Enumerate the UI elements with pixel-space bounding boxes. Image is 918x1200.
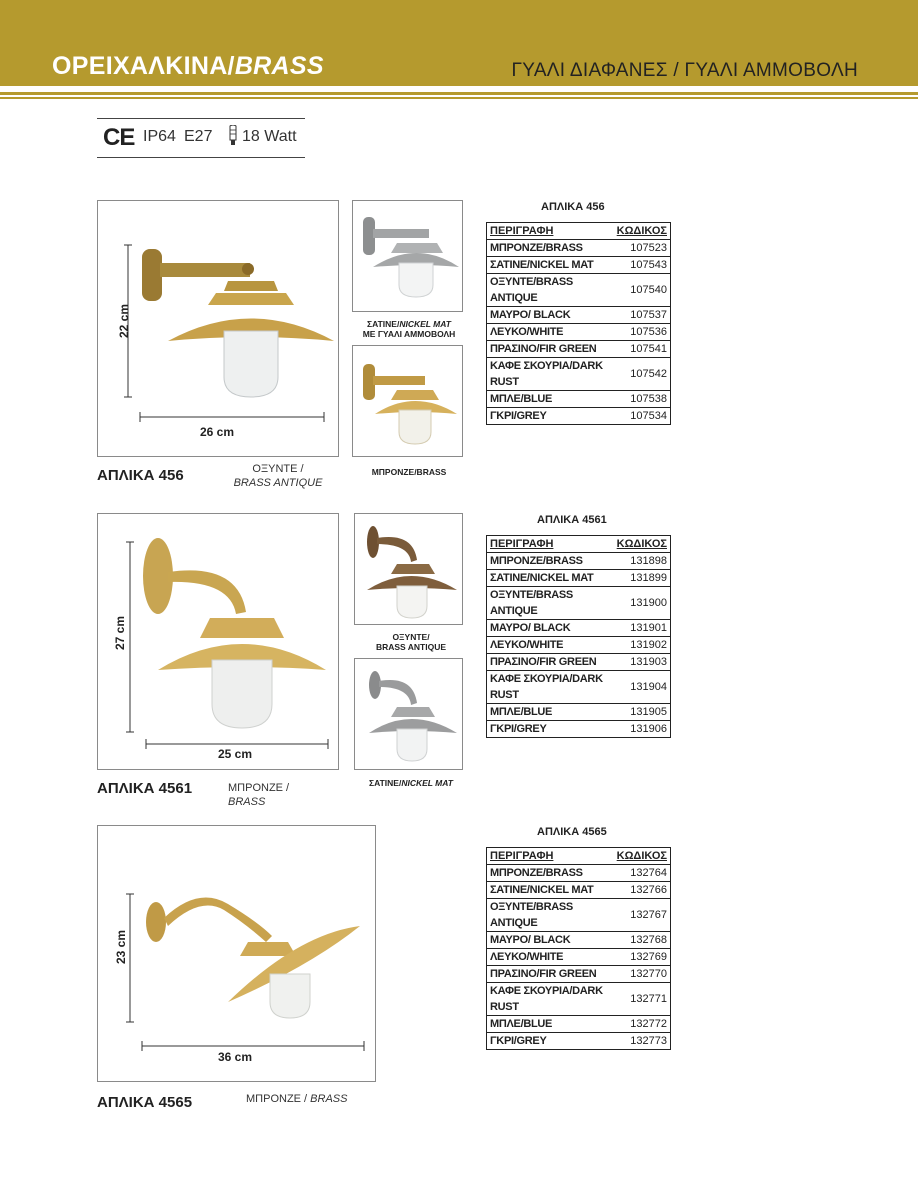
finish-greek: ΜΠΡΟΝΖΕ /	[228, 782, 290, 794]
description-cell: ΚΑΦΕ ΣΚΟΥΡΙΑ/DARK RUST	[487, 983, 614, 1016]
description-cell: ΜΠΡΟΝΖΕ/BRASS	[487, 553, 614, 570]
description-cell: ΚΑΦΕ ΣΚΟΥΡΙΑ/DARK RUST	[487, 358, 614, 391]
variant-caption: ΣΑΤΙΝΕ/NICKEL MAT ΜΕ ΓΥΑΛΙ ΑΜΜΟΒΟΛΗ	[362, 319, 456, 339]
description-cell: ΛΕΥΚΟ/WHITE	[487, 324, 614, 341]
product-code-cell: 132767	[614, 899, 671, 932]
table-row	[487, 341, 671, 358]
column-header-description: ΠΕΡΙΓΡΑΦΗ	[487, 223, 614, 240]
table-row	[487, 721, 671, 738]
height-dimension: 22 cm	[117, 303, 131, 339]
table-header-row	[487, 536, 671, 553]
table-row	[487, 358, 671, 391]
table-row	[487, 637, 671, 654]
product-code-cell: 107536	[614, 324, 671, 341]
table-row	[487, 882, 671, 899]
description-cell: ΠΡΑΣΙΝΟ/FIR GREEN	[487, 966, 614, 983]
width-dimension: 25 cm	[218, 747, 253, 761]
product-code-cell: 132770	[614, 966, 671, 983]
wattage: 18 Watt	[242, 128, 297, 145]
lamp-nickel-illustration	[355, 659, 462, 769]
column-header-code: ΚΩΔΙΚΟΣ	[614, 848, 671, 865]
product-code-cell: 131902	[614, 637, 671, 654]
bulb-icon	[228, 125, 238, 147]
table-row	[487, 1016, 671, 1033]
table-row	[487, 983, 671, 1016]
description-cell: ΓΚΡΙ/GREY	[487, 408, 614, 425]
table-header-row	[487, 223, 671, 240]
column-header-code: ΚΩΔΙΚΟΣ	[614, 223, 671, 240]
table-row	[487, 274, 671, 307]
product-code-cell: 107541	[614, 341, 671, 358]
ce-mark-icon: CE	[103, 124, 135, 151]
product-code-cell: 131904	[614, 671, 671, 704]
table-row	[487, 257, 671, 274]
product-code-cell: 131900	[614, 587, 671, 620]
description-cell: ΟΞΥΝΤΕ/BRASS ANTIQUE	[487, 899, 614, 932]
lamp-illustration	[98, 826, 375, 1081]
product-code-cell: 107543	[614, 257, 671, 274]
table-title: ΑΠΛΙΚΑ 456	[541, 201, 605, 213]
description-cell: ΜΑΥΡΟ/ BLACK	[487, 620, 614, 637]
description-cell: ΣΑΤΙΝΕ/NICKEL MAT	[487, 257, 614, 274]
description-cell: ΜΑΥΡΟ/ BLACK	[487, 932, 614, 949]
product-code-cell: 107537	[614, 307, 671, 324]
table-row	[487, 553, 671, 570]
description-cell: ΟΞΥΝΤΕ/BRASS ANTIQUE	[487, 274, 614, 307]
table-row	[487, 654, 671, 671]
header-stripe	[0, 97, 918, 99]
product-code-cell: 107542	[614, 358, 671, 391]
product-photo	[97, 825, 376, 1082]
socket-type: E27	[184, 128, 213, 145]
description-cell: ΜΠΛΕ/BLUE	[487, 1016, 614, 1033]
product-code-cell: 132772	[614, 1016, 671, 1033]
table-row	[487, 307, 671, 324]
finish-english: BRASS	[310, 1093, 348, 1105]
lamp-brass-illustration	[353, 346, 462, 456]
height-dimension: 27 cm	[113, 615, 127, 651]
lamp-illustration	[98, 514, 338, 769]
header-glass-types: ΓΥΑΛΙ ΔΙΑΦΑΝΕΣ / ΓΥΑΛΙ ΑΜΜΟΒΟΛΗ	[511, 60, 858, 81]
table-row	[487, 408, 671, 425]
column-header-code: ΚΩΔΙΚΟΣ	[614, 536, 671, 553]
product-code-cell: 132773	[614, 1033, 671, 1050]
description-cell: ΜΠΛΕ/BLUE	[487, 391, 614, 408]
table-row	[487, 932, 671, 949]
table-row	[487, 671, 671, 704]
variant-caption: ΜΠΡΟΝΖΕ/BRASS	[371, 467, 447, 477]
finish-greek: ΟΞΥΝΤΕ /	[252, 463, 304, 475]
description-cell: ΛΕΥΚΟ/WHITE	[487, 949, 614, 966]
product-code-cell: 132769	[614, 949, 671, 966]
product-code-cell: 131905	[614, 704, 671, 721]
description-cell: ΠΡΑΣΙΝΟ/FIR GREEN	[487, 654, 614, 671]
product-code-cell: 131903	[614, 654, 671, 671]
width-dimension: 26 cm	[200, 425, 235, 439]
table-row	[487, 899, 671, 932]
finish-english: BRASS	[228, 796, 266, 808]
description-cell: ΚΑΦΕ ΣΚΟΥΡΙΑ/DARK RUST	[487, 671, 614, 704]
variant-thumbnail	[352, 200, 463, 312]
table-header-row	[487, 848, 671, 865]
variant-thumbnail	[352, 345, 463, 457]
description-cell: ΜΠΡΟΝΖΕ/BRASS	[487, 865, 614, 882]
description-cell: ΜΠΡΟΝΖΕ/BRASS	[487, 240, 614, 257]
height-dimension: 23 cm	[114, 929, 128, 965]
description-cell: ΠΡΑΣΙΝΟ/FIR GREEN	[487, 341, 614, 358]
product-name: ΑΠΛΙΚΑ 4565	[97, 1094, 193, 1111]
description-cell: ΓΚΡΙ/GREY	[487, 1033, 614, 1050]
table-row	[487, 966, 671, 983]
description-cell: ΟΞΥΝΤΕ/BRASS ANTIQUE	[487, 587, 614, 620]
product-code-table	[486, 535, 671, 738]
table-row	[487, 1033, 671, 1050]
product-code-table	[486, 847, 671, 1050]
product-code-cell: 132768	[614, 932, 671, 949]
description-cell: ΓΚΡΙ/GREY	[487, 721, 614, 738]
table-row	[487, 865, 671, 882]
lamp-antique-illustration	[355, 514, 462, 624]
finish-label	[246, 1092, 356, 1106]
variant-caption: ΣΑΤΙΝΕ/NICKEL MAT	[369, 778, 453, 788]
variant-caption: ΟΞΥΝΤΕ/ BRASS ANTIQUE	[375, 632, 447, 652]
description-cell: ΛΕΥΚΟ/WHITE	[487, 637, 614, 654]
ip-rating: IP64	[143, 128, 176, 145]
product-code-cell: 107534	[614, 408, 671, 425]
product-code-cell: 107538	[614, 391, 671, 408]
table-row	[487, 570, 671, 587]
header-category-title: ΟΡΕΙΧΑΛΚΙΝΑ/BRASS	[52, 52, 324, 80]
product-code-cell: 132771	[614, 983, 671, 1016]
finish-label	[228, 781, 328, 809]
header-stripe	[0, 92, 918, 95]
product-code-table	[486, 222, 671, 425]
product-name: ΑΠΛΙΚΑ 456	[97, 467, 184, 484]
lamp-nickel-illustration	[353, 201, 462, 311]
table-row	[487, 587, 671, 620]
product-photo	[97, 200, 339, 457]
product-code-cell: 132766	[614, 882, 671, 899]
product-code-cell: 107540	[614, 274, 671, 307]
description-cell: ΜΑΥΡΟ/ BLACK	[487, 307, 614, 324]
table-row	[487, 240, 671, 257]
product-code-cell: 132764	[614, 865, 671, 882]
product-photo	[97, 513, 339, 770]
column-header-description: ΠΕΡΙΓΡΑΦΗ	[487, 848, 614, 865]
description-cell: ΣΑΤΙΝΕ/NICKEL MAT	[487, 882, 614, 899]
product-code-cell: 131901	[614, 620, 671, 637]
table-row	[487, 949, 671, 966]
description-cell: ΜΠΛΕ/BLUE	[487, 704, 614, 721]
finish-greek: ΜΠΡΟΝΖΕ /	[246, 1093, 311, 1105]
lamp-illustration	[98, 201, 338, 456]
table-row	[487, 324, 671, 341]
table-title: ΑΠΛΙΚΑ 4565	[537, 826, 607, 838]
certification-bar	[97, 118, 305, 158]
table-row	[487, 391, 671, 408]
width-dimension: 36 cm	[218, 1050, 253, 1064]
variant-thumbnail	[354, 658, 463, 770]
table-row	[487, 620, 671, 637]
product-name: ΑΠΛΙΚΑ 4561	[97, 780, 193, 797]
product-code-cell: 107523	[614, 240, 671, 257]
variant-thumbnail	[354, 513, 463, 625]
finish-label	[232, 462, 324, 490]
product-code-cell: 131906	[614, 721, 671, 738]
table-row	[487, 704, 671, 721]
finish-english: BRASS ANTIQUE	[233, 477, 323, 489]
column-header-description: ΠΕΡΙΓΡΑΦΗ	[487, 536, 614, 553]
product-code-cell: 131899	[614, 570, 671, 587]
product-code-cell: 131898	[614, 553, 671, 570]
description-cell: ΣΑΤΙΝΕ/NICKEL MAT	[487, 570, 614, 587]
table-title: ΑΠΛΙΚΑ 4561	[537, 514, 607, 526]
